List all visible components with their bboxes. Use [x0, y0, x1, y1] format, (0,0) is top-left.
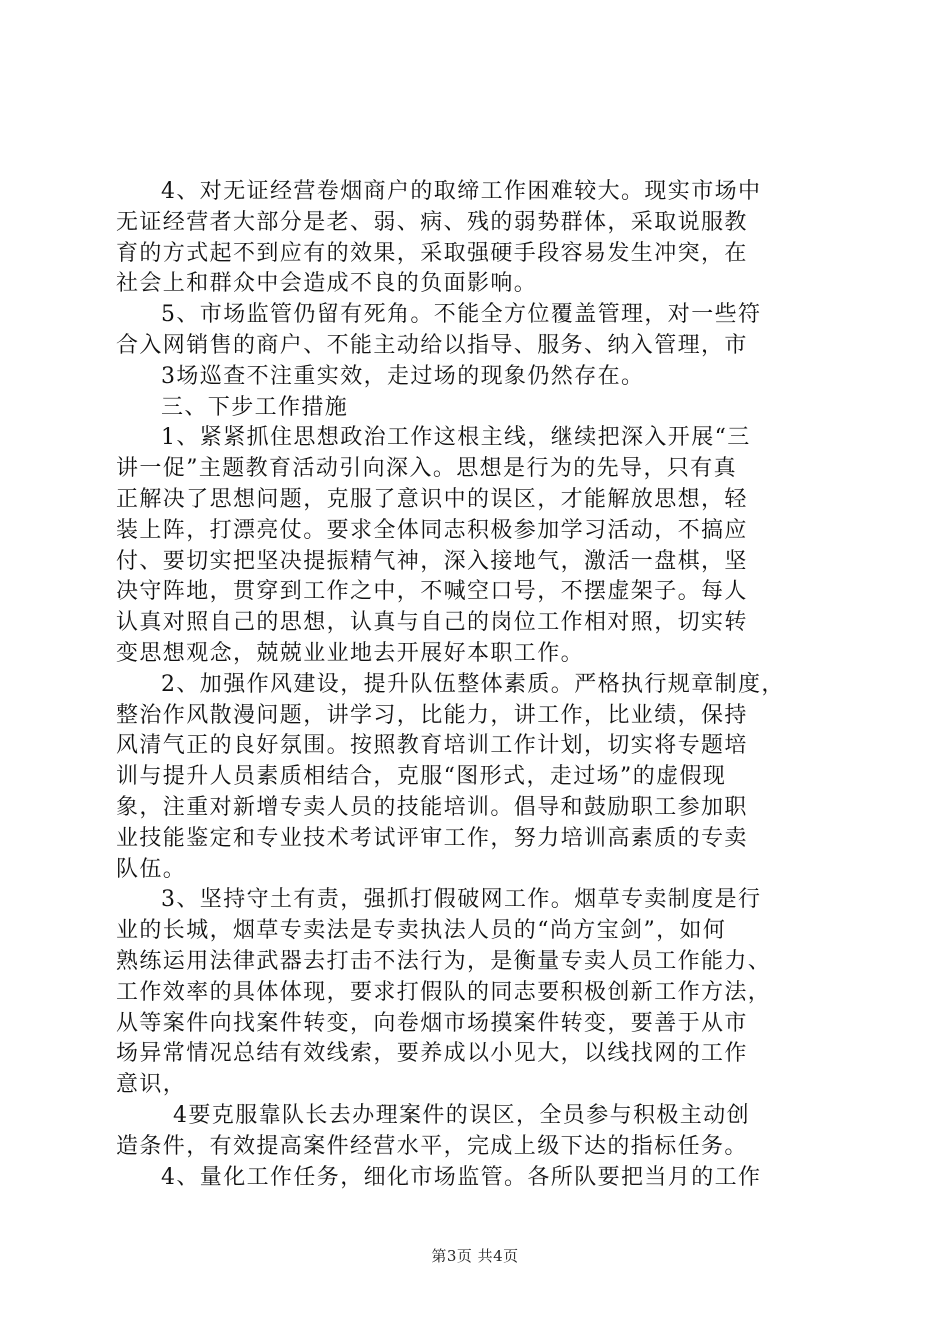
- text-line: 付、要切实把坚决提振精气神，深入接地气，激活一盘棋，坚: [116, 548, 748, 574]
- text-line: 4、量化工作任务，细化市场监管。各所队要把当月的工作: [161, 1164, 762, 1190]
- text-line: 整治作风散漫问题，讲学习，比能力，讲工作，比业绩，保持: [116, 702, 748, 728]
- text-line: 5、市场监管仍留有死角。不能全方位覆盖管理，对一些符: [161, 302, 762, 328]
- text-line: 熟练运用法律武器去打击不法行为，是衡量专卖人员工作能力、: [116, 948, 772, 974]
- text-line: 造条件，有效提高案件经营水平，完成上级下达的指标任务。: [116, 1133, 748, 1159]
- text-line: 三、下步工作措施: [161, 394, 349, 420]
- text-line: 意识，: [116, 1072, 187, 1098]
- text-line: 4要克服靠队长去办理案件的误区，全员参与积极主动创: [173, 1102, 750, 1128]
- text-line: 1、紧紧抓住思想政治工作这根主线，继续把深入开展“三: [161, 425, 751, 451]
- text-line: 社会上和群众中会造成不良的负面影响。: [116, 271, 538, 297]
- text-line: 合入网销售的商户、不能主动给以指导、服务、纳入管理，市: [116, 332, 748, 358]
- text-line: 象，注重对新增专卖人员的技能培训。倡导和鼓励职工参加职: [116, 794, 748, 820]
- text-line: 认真对照自己的思想，认真与自己的岗位工作相对照，切实转: [116, 610, 748, 636]
- text-line: 装上阵，打漂亮仗。要求全体同志积极参加学习活动，不搞应: [116, 517, 748, 543]
- text-line: 育的方式起不到应有的效果，采取强硬手段容易发生冲突，在: [116, 240, 748, 266]
- text-line: 3场巡查不注重实效，走过场的现象仍然存在。: [161, 363, 645, 389]
- text-line: 决守阵地，贯穿到工作之中，不喊空口号，不摆虚架子。每人: [116, 579, 748, 605]
- text-line: 队伍。: [116, 856, 187, 882]
- text-line: 无证经营者大部分是老、弱、病、残的弱势群体，采取说服教: [116, 209, 748, 235]
- text-line: 正解决了思想问题，克服了意识中的误区，才能解放思想，轻: [116, 486, 748, 512]
- text-line: 讲一促”主题教育活动引向深入。思想是行为的先导，只有真: [116, 456, 738, 482]
- text-line: 变思想观念，兢兢业业地去开展好本职工作。: [116, 640, 585, 666]
- text-line: 4、对无证经营卷烟商户的取缔工作困难较大。现实市场中: [161, 179, 762, 204]
- text-line: 业技能鉴定和专业技术考试评审工作，努力培训高素质的专卖: [116, 825, 748, 851]
- text-line: 业的长城，烟草专卖法是专卖执法人员的“尚方宝剑”，如何: [116, 918, 727, 944]
- text-line: 从等案件向找案件转变，向卷烟市场摸案件转变，要善于从市: [116, 1010, 748, 1036]
- text-line: 风清气正的良好氛围。按照教育培训工作计划，切实将专题培: [116, 733, 748, 759]
- text-line: 2、加强作风建设，提升队伍整体素质。严格执行规章制度，: [161, 671, 785, 697]
- text-line: 训与提升人员素质相结合，克服“图形式，走过场”的虚假现: [116, 764, 727, 790]
- document-body: [116, 177, 834, 1193]
- text-line: 工作效率的具体体现，要求打假队的同志要积极创新工作方法，: [116, 979, 772, 1005]
- page-footer: 第3页 共4页: [431, 1247, 519, 1265]
- text-line: 场异常情况总结有效线索，要养成以小见大，以线找网的工作: [116, 1041, 748, 1067]
- text-line: 3、坚持守土有责，强抓打假破网工作。烟草专卖制度是行: [161, 887, 762, 913]
